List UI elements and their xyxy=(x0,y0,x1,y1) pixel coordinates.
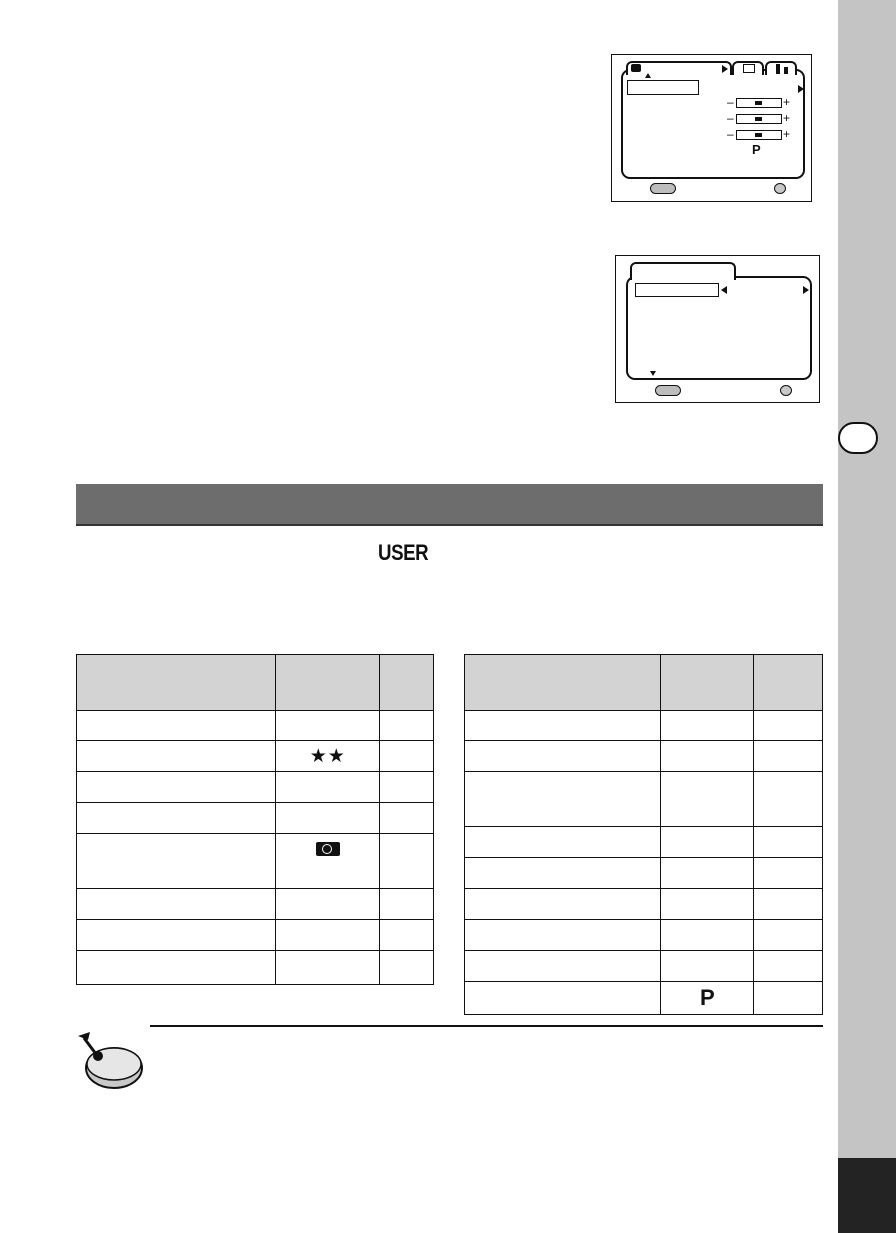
table-row xyxy=(77,834,434,889)
memo-divider xyxy=(150,1025,823,1027)
value-left-arrow-icon xyxy=(721,286,727,294)
minus-sign: – xyxy=(727,111,734,125)
table-row xyxy=(77,920,434,951)
contrast-slider xyxy=(736,130,782,140)
default-settings-table-right xyxy=(464,654,823,1015)
table-row xyxy=(77,711,434,741)
table-row xyxy=(465,772,823,827)
tab-right-arrow-icon xyxy=(722,65,728,73)
lcd-screen-user-menu xyxy=(615,255,820,403)
submenu-arrow-icon xyxy=(798,85,804,93)
table-row xyxy=(465,741,823,772)
minus-sign: – xyxy=(727,127,734,141)
selected-menu-item xyxy=(627,80,699,95)
program-mode-letter: P xyxy=(752,142,761,157)
plus-sign: + xyxy=(783,111,791,125)
ok-button-graphic xyxy=(780,385,792,396)
selected-menu-item xyxy=(635,283,719,297)
table-row xyxy=(465,827,823,858)
pushpin-memo-icon xyxy=(76,1032,144,1092)
table-row xyxy=(465,982,823,1015)
table-row xyxy=(77,741,434,772)
quality-stars: ★★ xyxy=(276,741,380,772)
table-row xyxy=(77,889,434,920)
page-number-tab xyxy=(838,1158,896,1233)
value-right-arrow-icon xyxy=(803,286,809,294)
table-row xyxy=(77,951,434,985)
plus-sign: + xyxy=(783,95,791,109)
menu-button-graphic xyxy=(655,385,681,396)
table-row xyxy=(465,920,823,951)
tab-playback xyxy=(732,61,764,75)
lcd-screen-record-menu xyxy=(611,54,812,202)
wrench-icon xyxy=(776,64,780,74)
play-icon xyxy=(743,64,755,73)
chapter-side-tab xyxy=(838,0,896,1233)
user-mode-label: USER xyxy=(378,540,429,565)
default-settings-table-left xyxy=(76,654,434,985)
section-header-bar xyxy=(76,484,823,526)
table-row xyxy=(465,711,823,741)
scroll-up-icon xyxy=(645,73,651,78)
setup-tool-icon xyxy=(784,67,788,74)
table-header-row xyxy=(77,655,434,711)
tab-setup xyxy=(765,61,797,75)
tab-user xyxy=(630,262,736,280)
tab-record xyxy=(626,61,732,75)
minus-sign: – xyxy=(727,95,734,109)
scroll-down-icon xyxy=(650,371,656,376)
chapter-indicator xyxy=(838,422,878,454)
ok-button-graphic xyxy=(774,183,786,194)
plus-sign: + xyxy=(783,127,791,141)
table-row xyxy=(465,889,823,920)
table-row xyxy=(77,772,434,803)
table-header-row xyxy=(465,655,823,711)
program-mode-letter: P xyxy=(661,982,754,1015)
sharpness-slider xyxy=(736,98,782,108)
table-row xyxy=(465,951,823,982)
camera-icon xyxy=(631,64,641,72)
saturation-slider xyxy=(736,114,782,124)
table-row xyxy=(465,858,823,889)
table-row xyxy=(77,803,434,834)
metering-icon xyxy=(316,842,340,856)
menu-button-graphic xyxy=(650,183,676,194)
